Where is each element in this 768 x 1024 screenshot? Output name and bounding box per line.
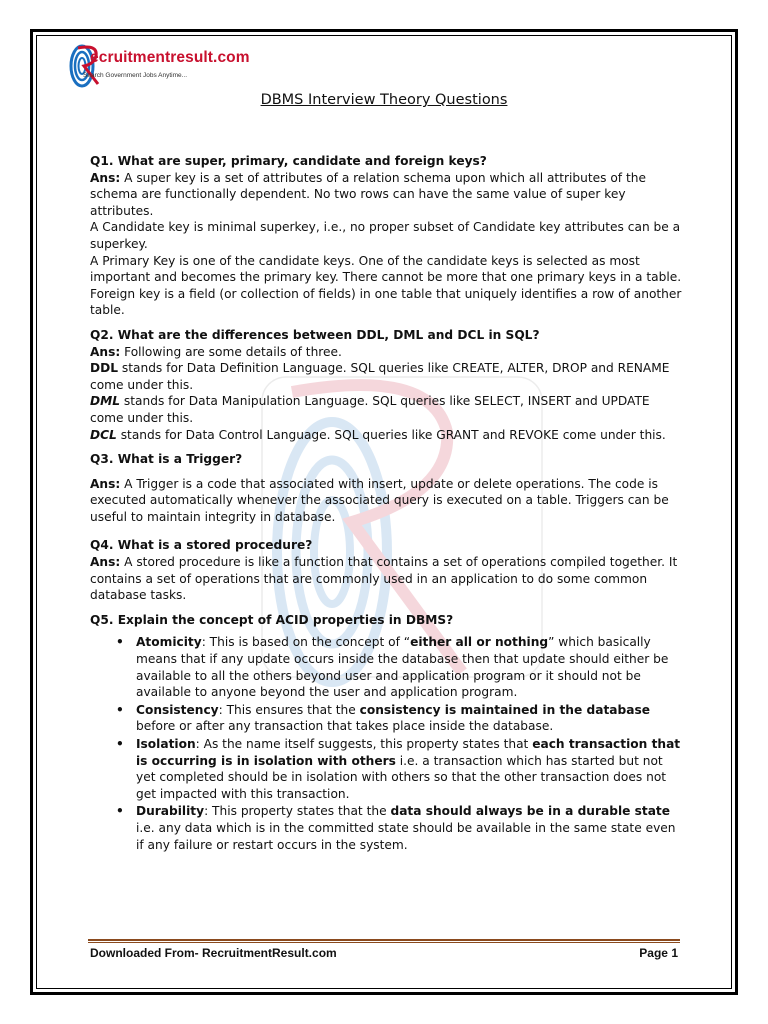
list-item-text: : This property states that the (204, 804, 391, 819)
question-1-answer (90, 170, 682, 220)
atomicity-term: Atomicity (136, 635, 202, 650)
dcl-term: DCL (90, 427, 117, 442)
logo-tagline: Search Government Jobs Anytime... (83, 72, 188, 79)
answer-label: Ans: (90, 555, 121, 570)
list-item-text: : As the name itself suggests, this property states that (195, 737, 533, 751)
question-3-answer (90, 476, 682, 526)
answer-label: Ans: (90, 170, 121, 185)
list-item-durability (136, 803, 682, 853)
answer-text: A Trigger is a code that associated with insert, update or delete operations. The code is executed automatically whenever the associated query is executed on a table. Triggers can be useful to maintain integrity in database. (90, 476, 669, 524)
site-logo[interactable] (68, 40, 298, 92)
question-1-heading: Q1. What are super, primary, candidate and foreign keys? (90, 154, 487, 168)
question-2-answer (90, 344, 682, 361)
dcl-paragraph (90, 427, 682, 444)
answer-label: Ans: (90, 344, 121, 359)
document-body (90, 153, 682, 854)
answer-text: A stored procedure is like a function that contains a set of operations compiled together. It contains a set of operations that are commonly used in an application to do some common database tasks. (90, 555, 678, 603)
question-4-heading: Q4. What is a stored procedure? (90, 538, 313, 553)
list-item-text: i.e. a transaction which has started but not yet completed should be in isolation with others so that the other transaction does not get impacted with this transaction. (136, 753, 667, 801)
answer-label: Ans: (90, 476, 121, 491)
question-2-heading: Q2. What are the differences between DDL, DML and DCL in SQL? (90, 327, 540, 342)
list-item-consistency (136, 702, 682, 735)
isolation-term: Isolation (136, 737, 196, 751)
dml-term: DML (90, 394, 121, 409)
list-item-text: : This ensures that the (218, 702, 360, 717)
list-item-text: ” which basically means that if any update occurs inside the database then that update should either be available to all the others beyond user and application program or it should not be available to anyone beyond the user and application program. (136, 635, 669, 700)
emphasis-text: either all or nothing (410, 635, 549, 650)
document-title: DBMS Interview Theory Questions (260, 92, 508, 108)
list-item-atomicity (136, 634, 682, 700)
ddl-paragraph (90, 360, 682, 393)
emphasis-text: data should always be in a durable state (390, 804, 671, 819)
emphasis-text: consistency is maintained in the database (359, 702, 650, 717)
list-item-text: i.e. any data which is in the committed state should be available in the same state even if any failure or restart occurs in the system. (136, 820, 676, 852)
question-4-answer (90, 554, 682, 604)
consistency-term: Consistency (136, 702, 219, 717)
footer-rule (88, 939, 680, 941)
dml-paragraph (90, 393, 682, 426)
list-item-text: before or after any transaction that takes place inside the database. (136, 719, 554, 734)
question-3-heading: Q3. What is a Trigger? (90, 452, 243, 467)
footer-rule-thin (88, 942, 680, 943)
logo-wordmark: ecruitmentresult.com (90, 49, 250, 66)
durability-term: Durability (136, 804, 205, 819)
ddl-term: DDL (90, 361, 118, 376)
list-item-text: : This is based on the concept of “ (201, 635, 411, 650)
acid-list (90, 634, 682, 853)
answer-text: Following are some details of three. (120, 344, 342, 359)
question-5-heading: Q5. Explain the concept of ACID properties in DBMS? (90, 612, 454, 627)
footer-source-link[interactable]: Downloaded From- RecruitmentResult.com (90, 946, 337, 960)
dml-text: stands for Data Manipulation Language. SQL queries like SELECT, INSERT and UPDATE come under this. (90, 394, 650, 425)
foreign-key-paragraph: Foreign key is a field (or collection of fields) in one table that uniquely identifies a row of another table. (90, 286, 682, 318)
page-number: Page 1 (639, 946, 678, 960)
emphasis-text: each transaction that is occurring is in isolation with others (136, 737, 681, 768)
candidate-key-paragraph: A Candidate key is minimal superkey, i.e., no proper subset of Candidate key attributes can be a superkey. (90, 220, 681, 251)
ddl-text: stands for Data Definition Language. SQL queries like CREATE, ALTER, DROP and RENAME come under this. (90, 361, 670, 392)
primary-key-paragraph: A Primary Key is one of the candidate keys. One of the candidate keys is selected as most important and becomes the primary key. There cannot be more that one primary keys in a table. (90, 253, 682, 285)
dcl-text: stands for Data Control Language. SQL queries like GRANT and REVOKE come under this. (116, 427, 666, 442)
answer-text: A super key is a set of attributes of a relation schema upon which all attributes of the schema are functionally dependent. No two rows can have the same value of super key attributes. (90, 170, 646, 218)
list-item-isolation (136, 736, 682, 802)
